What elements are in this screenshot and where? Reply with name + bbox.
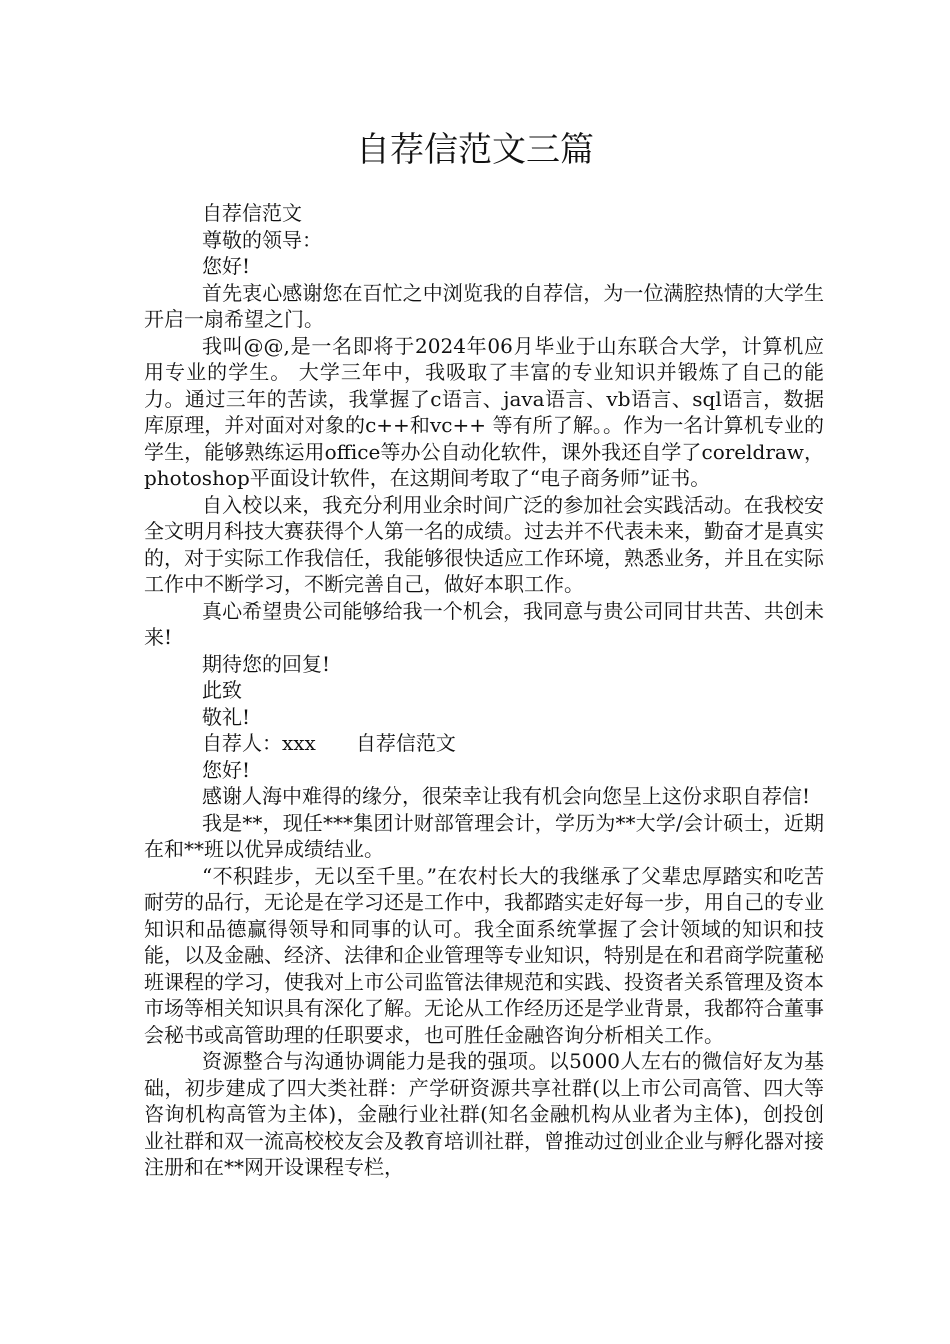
paragraph: 我叫@@,是一名即将于2024年06月毕业于山东联合大学，计算机应用专业的学生。 大学三年中，我吸取了丰富的专业知识并锻炼了自己的能力。通过三年的苦读，我掌握了c语言、java语言、vb语言、sql语言，数据库原理，并对面对对象的c++和vc++ 等有所了解。。作为一名计算机专业的学生，能够熟练运用office等办公自动化软件，课外我还自学了coreldraw，photoshop平面设计软件，在这期间考取了“电子商务师”证书。 (144, 333, 824, 490)
paragraph: 您好! (202, 254, 251, 278)
signature-line (144, 730, 824, 757)
signer: 自荐人：xxx (202, 731, 316, 755)
paragraph: 此致 (202, 678, 242, 702)
document-title: 自荐信范文三篇 (356, 130, 594, 170)
paragraph: 期待您的回复! (202, 651, 331, 676)
paragraph: 您好! (202, 757, 251, 782)
paragraph: 尊敬的领导： (202, 227, 322, 252)
paragraph: 我是**，现任***集团计财部管理会计，学历为**大学/会计硕士，近期在和**班以优异成绩结业。 (144, 810, 824, 861)
paragraph: 感谢人海中难得的缘分，很荣幸让我有机会向您呈上这份求职自荐信! (202, 784, 811, 808)
document-body (144, 200, 824, 1181)
second-letter-title: 自荐信范文 (355, 731, 456, 755)
paragraph: 自荐信范文 (202, 201, 302, 225)
paragraph: 资源整合与沟通协调能力是我的强项。以5000人左右的微信好友为基础，初步建成了四大类社群：产学研资源共享社群(以上市公司高管、四大等咨询机构高管为主体)，金融行业社群(知名金融机构从业者为主体)，创投创业社群和双一流高校校友会及教育培训社群，曾推动过创业企业与孵化器对接注册和在**网开设课程专栏， (144, 1049, 824, 1179)
paragraph: 首先衷心感谢您在百忙之中浏览我的自荐信，为一位满腔热情的大学生开启一扇希望之门。 (144, 280, 824, 331)
paragraph: 自入校以来，我充分利用业余时间广泛的参加社会实践活动。在我校安全文明月科技大赛获得个人第一名的成绩。过去并不代表未来，勤奋才是真实的，对于实际工作我信任，我能够很快适应工作环境，熟悉业务，并且在实际工作中不断学习，不断完善自己，做好本职工作。 (144, 492, 824, 596)
paragraph: “不积跬步，无以至千里。”在农村长大的我继承了父辈忠厚踏实和吃苦耐劳的品行，无论是在学习还是工作中，我都踏实走好每一步，用自己的专业知识和品德赢得领导和同事的认可。我全面系统掌握了会计领域的知识和技能，以及金融、经济、法律和企业管理等专业知识，特别是在和君商学院董秘班课程的学习，使我对上市公司监管法律规范和实践、投资者关系管理及资本市场等相关知识具有深化了解。无论从工作经历还是学业背景，我都符合董事会秘书或高管助理的任职要求，也可胜任金融咨询分析相关工作。 (144, 863, 824, 1047)
paragraph: 敬礼! (202, 704, 251, 729)
paragraph: 真心希望贵公司能够给我一个机会，我同意与贵公司同甘共苦、共创未来! (144, 598, 824, 649)
